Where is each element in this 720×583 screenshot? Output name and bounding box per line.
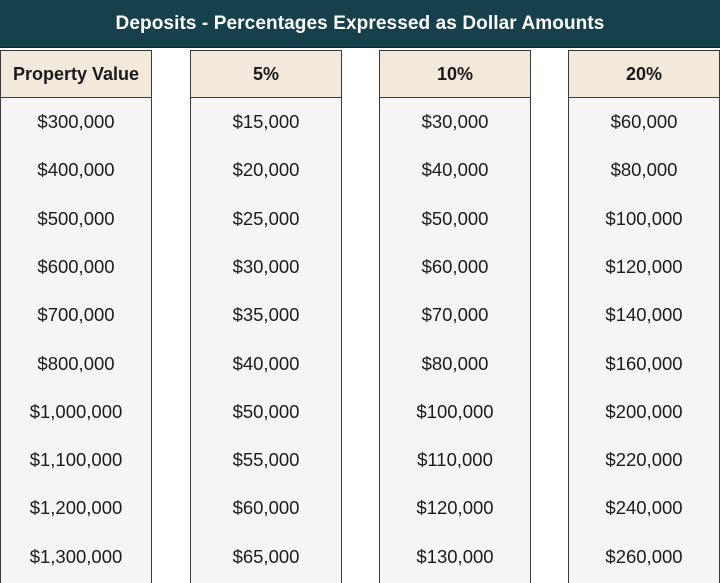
table-cell: $30,000: [232, 255, 300, 277]
column-property-value: [0, 50, 152, 583]
table-cell: $140,000: [605, 304, 683, 326]
table-cell: $80,000: [610, 159, 678, 181]
column-10-percent: [379, 50, 531, 583]
table-cell: $65,000: [232, 545, 300, 567]
table-cell: $40,000: [232, 352, 300, 374]
table-cell: $200,000: [605, 400, 683, 422]
table-cell: $700,000: [37, 304, 115, 326]
table-cell: $1,200,000: [29, 497, 123, 519]
table-title-bar: [0, 0, 720, 48]
table-cell: $260,000: [605, 545, 683, 567]
table-cell: $15,000: [232, 111, 300, 132]
table-cell: $60,000: [610, 111, 678, 132]
table-cell: $50,000: [421, 207, 489, 229]
column-body: [379, 98, 531, 583]
column-header: 20%: [568, 50, 720, 98]
table-cell: $20,000: [232, 159, 300, 181]
table-cell: $600,000: [37, 255, 115, 277]
table-cell: $160,000: [605, 352, 683, 374]
table-cell: $220,000: [605, 449, 683, 471]
column-header: 5%: [190, 50, 342, 98]
table-cell: $25,000: [232, 207, 300, 229]
table-cell: $55,000: [232, 449, 300, 471]
table-cell: $100,000: [416, 400, 494, 422]
column-body: [568, 98, 720, 583]
table-cell: $1,100,000: [29, 449, 123, 471]
table-cell: $110,000: [417, 449, 493, 471]
column-body: [0, 98, 152, 583]
table-cell: $35,000: [232, 304, 300, 326]
table-cell: $50,000: [232, 400, 300, 422]
table-cell: $120,000: [416, 497, 494, 519]
table-cell: $120,000: [605, 255, 683, 277]
table-cell: $100,000: [605, 207, 683, 229]
column-20-percent: [568, 50, 720, 583]
table-cell: $500,000: [37, 207, 115, 229]
table-cell: $70,000: [421, 304, 489, 326]
column-header: Property Value: [0, 50, 152, 98]
table-cell: $40,000: [421, 159, 489, 181]
table-cell: $80,000: [421, 352, 489, 374]
table-cell: $800,000: [37, 352, 115, 374]
table-title: Deposits - Percentages Expressed as Dollar Amounts: [115, 12, 605, 34]
table-cell: $300,000: [37, 111, 115, 132]
table-cell: $30,000: [421, 111, 489, 132]
table-cell: $400,000: [37, 159, 115, 181]
column-body: [190, 98, 342, 583]
table-cell: $60,000: [232, 497, 300, 519]
column-5-percent: [190, 50, 342, 583]
table-cell: $130,000: [416, 545, 494, 567]
table-cell: $240,000: [605, 497, 683, 519]
column-header: 10%: [379, 50, 531, 98]
table-cell: $1,300,000: [29, 545, 123, 567]
table-cell: $60,000: [421, 255, 489, 277]
table-cell: $1,000,000: [29, 400, 123, 422]
